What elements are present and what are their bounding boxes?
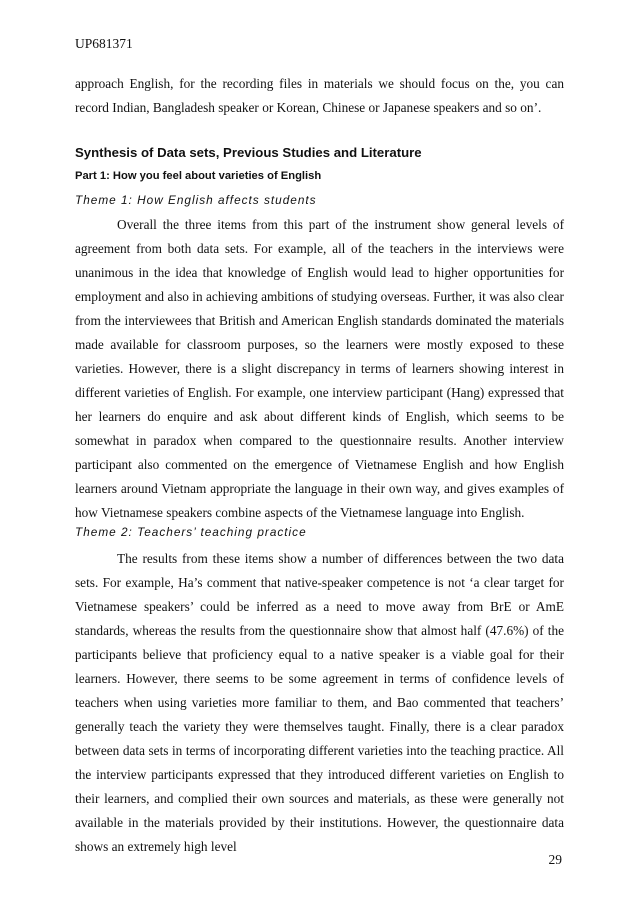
theme2-title: Theme 2: Teachers’ teaching practice	[75, 525, 307, 539]
document-id-header: UP681371	[75, 36, 133, 51]
part-title: Part 1: How you feel about varieties of English	[75, 170, 322, 182]
theme1-title: Theme 1: How English affects students	[75, 193, 317, 207]
intro-paragraph: approach English, for the recording files in materials we should focus on the, you can record Indian, Bangladesh speaker or Korean, Chinese or Japanese speakers and so on’.	[75, 76, 564, 115]
theme2-body: The results from these items show a number of differences between the two data sets. For example, Ha’s comment that native-speaker competence is not ‘a clear target for Vietnamese speakers’ could be inferred as a need to move away from BrE or AmE standards, whereas the results from the questionnaire show that almost half (47.6%) of the participants believe that proficiency equal to a native speaker is a viable goal for their learners. However, there seems to be some agreement in terms of confidence levels of teachers when using varieties more familiar to them, and Bao commented that teachers’ generally teach the variety they were themselves taught. Finally, there is a clear paradox between data sets in terms of incorporating different varieties into the teaching practice. All the interview participants expressed that they introduced different varieties on English to their learners, and complied their own sources and materials, as these were generally not available in the materials provided by their institutions. However, the questionnaire data shows an extremely high level	[75, 551, 564, 854]
theme1-body: Overall the three items from this part of the instrument show general levels of agreement from both data sets. For example, all of the teachers in the interviews were unanimous in the idea that knowledge of English would lead to higher opportunities for employment and also in achieving ambitions of studying overseas. Further, it was also clear from the interviewees that British and American English standards dominated the materials made available for classroom purposes, so the learners were mostly exposed to these varieties. However, there is a slight discrepancy in terms of learners showing interest in different varieties of English. For example, one interview participant (Hang) expressed that her learners do enquire and ask about different kinds of English, which seems to be somewhat in paradox when compared to the questionnaire results. Another interview participant also commented on the emergence of Vietnamese English and how English learners around Vietnam appropriate the language in their own way, and gives examples of how Vietnamese speakers combine aspects of the Vietnamese language into English.	[75, 217, 564, 520]
section-title: Synthesis of Data sets, Previous Studies and Literature	[75, 145, 422, 160]
page-number: 29	[548, 852, 562, 867]
